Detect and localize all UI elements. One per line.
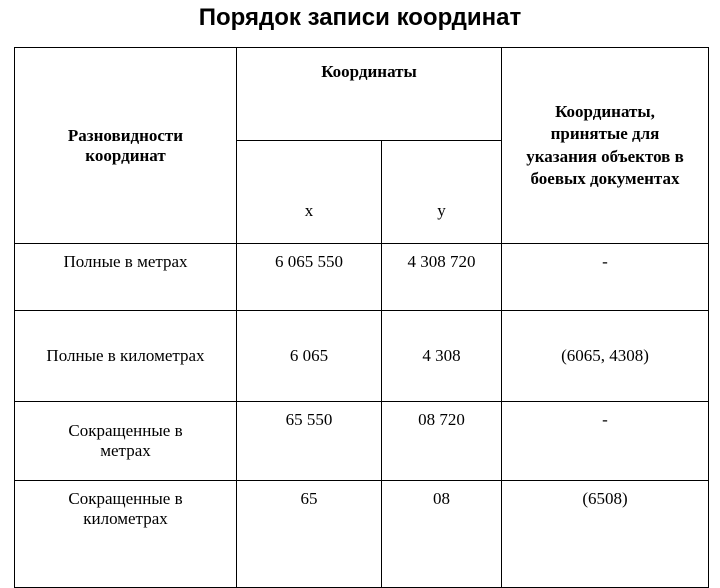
table-row — [15, 402, 709, 481]
row-doc: - — [502, 244, 709, 311]
row-doc: - — [502, 402, 709, 481]
header-coordinates: Координаты — [237, 48, 502, 141]
page-title: Порядок записи координат — [198, 4, 522, 31]
row-x: 65 — [237, 481, 382, 588]
table-row — [15, 481, 709, 588]
table-row — [15, 311, 709, 402]
header-type: Разновидности координат — [15, 48, 237, 244]
header-x: x — [237, 141, 382, 244]
row-y: 08 720 — [382, 402, 502, 481]
row-doc: (6065, 4308) — [502, 311, 709, 402]
row-x: 6 065 — [237, 311, 382, 402]
row-y: 4 308 720 — [382, 244, 502, 311]
header-documents: Координаты, принятые для указания объектов в боевых документах — [502, 48, 709, 244]
row-type: Сокращенные в километрах — [15, 481, 237, 588]
row-doc: (6508) — [502, 481, 709, 588]
table-row — [15, 244, 709, 311]
row-y: 4 308 — [382, 311, 502, 402]
row-x: 6 065 550 — [237, 244, 382, 311]
row-type: Полные в метрах — [15, 244, 237, 311]
row-type: Сокращенные в метрах — [15, 402, 237, 481]
coordinates-table — [14, 47, 709, 588]
header-y: y — [382, 141, 502, 244]
row-y: 08 — [382, 481, 502, 588]
row-x: 65 550 — [237, 402, 382, 481]
row-type: Полные в километрах — [15, 311, 237, 402]
header-row — [15, 48, 709, 141]
